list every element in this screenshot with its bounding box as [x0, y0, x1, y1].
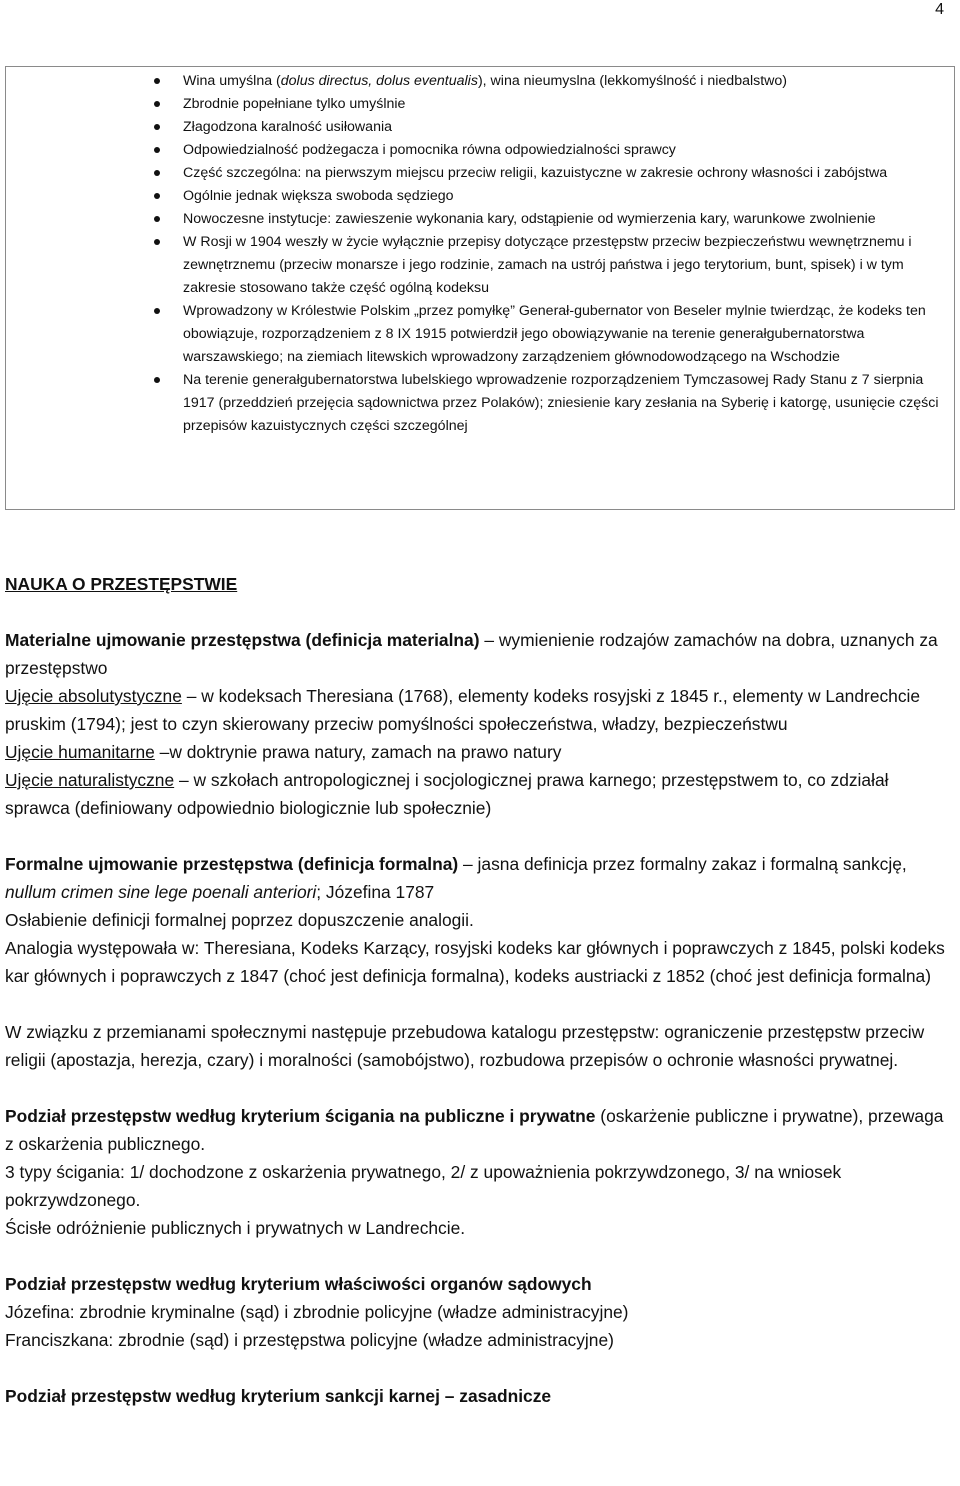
- court-division-heading: Podział przestępstw według kryterium właściwości organów sądowych: [5, 1274, 592, 1294]
- naturalist-approach: Ujęcie naturalistyczne – w szkołach antropologicznej i socjologicznej prawa karnego; przestępstwem to, co zdziałał sprawca (definiowany odpowiednio biologicznie lub społecznie): [5, 770, 889, 818]
- material-definition: Materialne ujmowanie przestępstwa (definicja materialna) – wymienienie rodzajów zamachów na dobra, uznanych za przestępstwo: [5, 630, 938, 678]
- bullet-italic-term: dolus directus, dolus eventualis: [280, 73, 478, 89]
- main-text: [5, 570, 955, 1410]
- rebuild-paragraph: W związku z przemianami społecznymi następuje przebudowa katalogu przestępstw: ograniczenie przestępstw przeciw religii (apostazja, herezja, czary) i moralności (samobójstwo), rozbudowa przepisów o ochronie własności prywatnej.: [5, 1022, 925, 1070]
- list-item: Zbrodnie popełniane tylko umyślnie: [183, 93, 948, 116]
- bullet-text: Wina umyślna (: [183, 73, 281, 89]
- formal-definition: Formalne ujmowanie przestępstwa (definicja formalna) – jasna definicja przez formalny zakaz i formalną sankcję, nullum crimen sine lege poenali anteriori; Józefina 1787: [5, 854, 907, 902]
- analogy-paragraph: Analogia występowała w: Theresiana, Kodeks Karzący, rosyjski kodeks kar głównych i poprawczych z 1845, polski kodeks kar głównych i poprawczych z 1847 (choć jest definicja formalna), kodeks austriacki z 1852 (choć jest definicja formalna): [5, 938, 945, 986]
- franciszkana-line: Franciszkana: zbrodnie (sąd) i przestępstwa policyjne (władze administracyjne): [5, 1330, 614, 1350]
- page-number: 4: [935, 1, 944, 18]
- landrecht-note: Ścisłe odróżnienie publicznych i prywatnych w Landrechcie.: [5, 1218, 466, 1238]
- humanitarian-approach: Ujęcie humanitarne –w doktrynie prawa natury, zamach na prawo natury: [5, 742, 562, 762]
- bullet-list: [183, 70, 948, 438]
- list-item: Ogólnie jednak większa swoboda sędziego: [183, 185, 948, 208]
- list-item: Na terenie generałgubernatorstwa lubelskiego wprowadzenie rozporządzeniem Tymczasowej Rady Stanu z 7 sierpnia 1917 (przeddzień przejęcia sądownictwa przez Polaków); zniesienie kary zesłania na Syberię i katorgę, usunięcie części przepisów kazuistycznych części szczególnej: [183, 369, 948, 438]
- prosecution-division: Podział przestępstw według kryterium ścigania na publiczne i prywatne (oskarżenie publiczne i prywatne), przewaga z oskarżenia publicznego.: [5, 1106, 944, 1154]
- list-item: Nowoczesne instytucje: zawieszenie wykonania kary, odstąpienie od wymierzenia kary, warunkowe zwolnienie: [183, 208, 948, 231]
- list-item: [183, 70, 948, 93]
- list-item: Część szczególna: na pierwszym miejscu przeciw religii, kazuistyczne w zakresie ochrony własności i zabójstwa: [183, 162, 948, 185]
- bullet-text: ), wina nieumyslna (lekkomyślność i niedbalstwo): [477, 73, 788, 89]
- list-item: Wprowadzony w Królestwie Polskim „przez pomyłkę” Generał-gubernator von Beseler mylnie twierdząc, że kodeks ten obowiązuje, rozporządzeniem z 8 IX 1915 potwierdził jego obowiązywanie na terenie generałgubernatorstwa warszawskiego; na ziemiach litewskich wprowadzony zarządzeniem głównodowodzącego na Wschodzie: [183, 300, 948, 369]
- list-item: Złagodzona karalność usiłowania: [183, 116, 948, 139]
- section-heading: NAUKA O PRZESTĘPSTWIE: [5, 574, 238, 594]
- weakening-paragraph: Osłabienie definicji formalnej poprzez dopuszczenie analogii.: [5, 910, 474, 930]
- jozefina-line: Józefina: zbrodnie kryminalne (sąd) i zbrodnie policyjne (władze administracyjne): [5, 1302, 629, 1322]
- list-item: Odpowiedzialność podżegacza i pomocnika równa odpowiedzialności sprawcy: [183, 139, 948, 162]
- absolutist-approach: Ujęcie absolutystyczne – w kodeksach Theresiana (1768), elementy kodeks rosyjski z 1845 r., elementy w Landrechcie pruskim (1794); jest to czyn skierowany przeciw pomyślności społeczeństwa, władzy, bezpieczeństwu: [5, 686, 921, 734]
- list-item: W Rosji w 1904 weszły w życie wyłącznie przepisy dotyczące przestępstw przeciw bezpieczeństwu wewnętrznemu i zewnętrznemu (przeciw monarsze i jego rodzinie, zamach na ustrój państwa i jego terytorium, bunt, spisek) i w tym zakresie stosowano także część ogólną kodeksu: [183, 231, 948, 300]
- prosecution-types: 3 typy ścigania: 1/ dochodzone z oskarżenia prywatnego, 2/ z upoważnienia pokrzywdzonego, 3/ na wniosek pokrzywdzonego.: [5, 1162, 842, 1210]
- sanction-division-heading: Podział przestępstw według kryterium sankcji karnej – zasadnicze: [5, 1386, 552, 1406]
